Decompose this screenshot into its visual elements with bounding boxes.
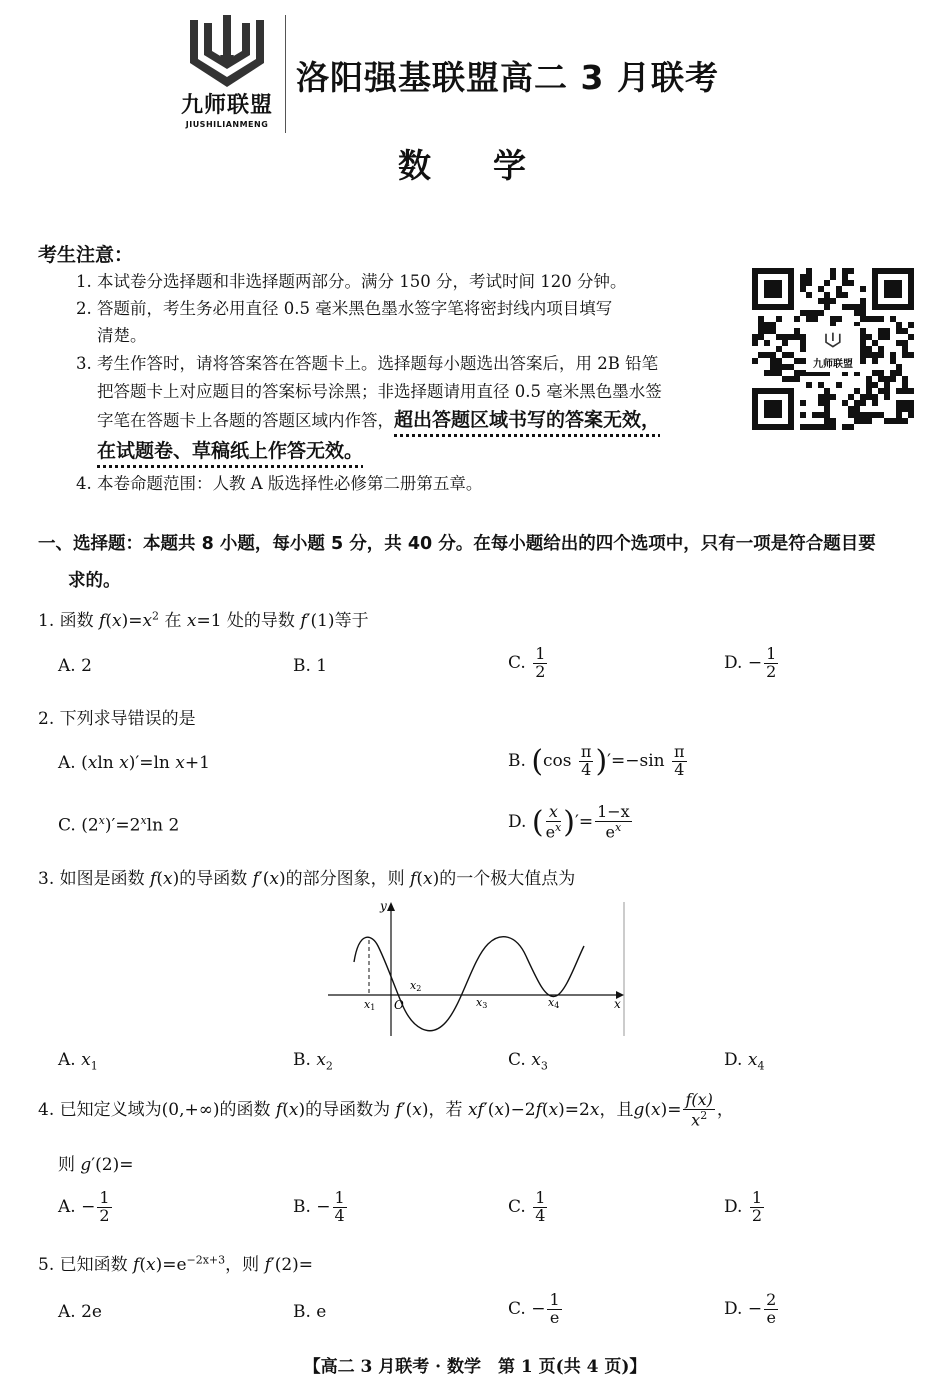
- notice-title: 考生注意：: [38, 244, 134, 266]
- question-4-stem: 4. 已知定义域为(0,+∞)的函数 f(x)的导函数为 f′(x)，若 xf′(x)−2f(x)=2x，且g(x)= $\frac{f(x)}{x^2}$ ，: [38, 1090, 734, 1130]
- subject-title: 数学: [398, 146, 588, 185]
- page-title: 洛阳强基联盟高二 3 月联考: [296, 58, 719, 97]
- notice-warning-2: 在试题卷、草稿纸上作答无效。: [97, 440, 364, 462]
- question-2-option-a: A. (xln x)′=ln x+1: [58, 753, 210, 773]
- question-5-option-c: C. − $\frac{1}{e}$: [508, 1290, 560, 1327]
- question-5-option-b: B. e: [293, 1302, 327, 1322]
- notice-item-3: 3. 考生作答时，请将答案答在答题卡上。选择题每小题选出答案后，用 2B 铅笔: [76, 354, 659, 373]
- x4-label: x4: [548, 996, 560, 1010]
- question-3-option-c: C. $x_3$: [508, 1050, 548, 1073]
- question-5-option-d: D. − $\frac{2}{e}$: [724, 1290, 777, 1327]
- qr-logo: [806, 326, 860, 372]
- question-3-option-a: A. $x_1$: [58, 1050, 98, 1073]
- question-4-option-b: B. − $\frac{1}{4}$: [293, 1188, 345, 1225]
- question-4-option-c: C. $\frac{1}{4}$: [508, 1188, 546, 1225]
- question-4-option-a: A. − $\frac{1}{2}$: [58, 1188, 110, 1225]
- y-axis-arrow: [387, 902, 395, 911]
- notice-item-1: 1. 本试卷分选择题和非选择题两部分。满分 150 分，考试时间 120 分钟。: [76, 272, 627, 291]
- question-2-stem: 2. 下列求导错误的是: [38, 709, 196, 729]
- derivative-graph: [326, 900, 626, 1038]
- qr-logo-text: 九师联盟: [813, 359, 853, 370]
- section-1-heading: 一、选择题：本题共 8 小题，每小题 5 分，共 40 分。在每小题给出的四个选项中，只有一项是符合题目要: [38, 534, 876, 554]
- question-5-stem: 5. 已知函数 $f(x)=e^{-2x+3}$，则 f′(2)=: [38, 1253, 314, 1275]
- origin-label: O: [394, 998, 404, 1012]
- x3-label: x3: [476, 996, 488, 1010]
- question-4-option-d: D. $\frac{1}{2}$: [724, 1188, 763, 1225]
- logo-subtext: JIUSHILIANMENG: [185, 120, 269, 129]
- qr-logo-emblem-icon: [821, 330, 845, 352]
- question-3-option-b: B. $x_2$: [293, 1050, 333, 1073]
- derivative-curve: [354, 937, 584, 1031]
- question-2-option-c: C. $(2^x)'=2^x\ln$ 2: [58, 814, 180, 836]
- question-2-option-d: D. ( $\frac{x}{e^x}$ )′= $\frac{1-x}{e^x}$: [508, 802, 630, 842]
- notice-warning-1: 超出答题区域书写的答案无效，: [394, 409, 661, 431]
- logo-emblem-icon: [170, 15, 285, 95]
- derivative-graph-svg: [326, 900, 626, 1038]
- question-3-stem: 3. 如图是函数 f(x)的导函数 f′(x)的部分图象，则 f(x)的一个极大值点为: [38, 869, 576, 889]
- notice-item-2-cont: 清楚。: [97, 326, 147, 345]
- question-1-option-c: C. $\frac{1}{2}$: [508, 644, 546, 681]
- notice-item-3-line2: 把答题卡上对应题目的答案标号涂黑；非选择题请用直径 0.5 毫米黑色墨水签: [97, 382, 662, 401]
- question-1-option-b: B. 1: [293, 656, 328, 676]
- logo-text: 九师联盟: [180, 93, 273, 118]
- notice-item-2: 2. 答题前，考生务必用直径 0.5 毫米黑色墨水签字笔将密封线内项目填写: [76, 299, 613, 318]
- question-1-stem: 1. 函数 $f(x)=x^2$ 在 x=1 处的导数 f′(1)等于: [38, 609, 369, 631]
- question-2-option-b: B. (cos $\frac{\pi}{4}$ )′=−sin $\frac{\pi}{4}$: [508, 742, 685, 779]
- page-footer: 【高二 3 月联考 · 数学 第 1 页(共 4 页)】: [303, 1357, 647, 1377]
- question-1-option-a: A. 2: [58, 656, 92, 676]
- x2-label: x2: [410, 979, 422, 993]
- section-1-heading-cont: 求的。: [68, 571, 121, 591]
- question-1-option-d: D. − $\frac{1}{2}$: [724, 644, 777, 681]
- question-4-stem-cont: 则 g′(2)=: [58, 1155, 134, 1175]
- question-3-option-d: D. $x_4$: [724, 1050, 765, 1073]
- question-5-option-a: A. 2e: [58, 1302, 102, 1322]
- notice-item-3-line4: [97, 436, 737, 463]
- x-axis-label: x: [614, 997, 621, 1011]
- notice-item-4: 4. 本卷命题范围：人教 A 版选择性必修第二册第五章。: [76, 474, 483, 493]
- qr-code-icon: [752, 268, 914, 430]
- y-axis-label: y: [380, 900, 387, 913]
- x1-label: x1: [364, 998, 376, 1012]
- notice-item-3-line3: 字笔在答题卡上各题的答题区域内作答，超出答题区域书写的答案无效，: [97, 409, 661, 431]
